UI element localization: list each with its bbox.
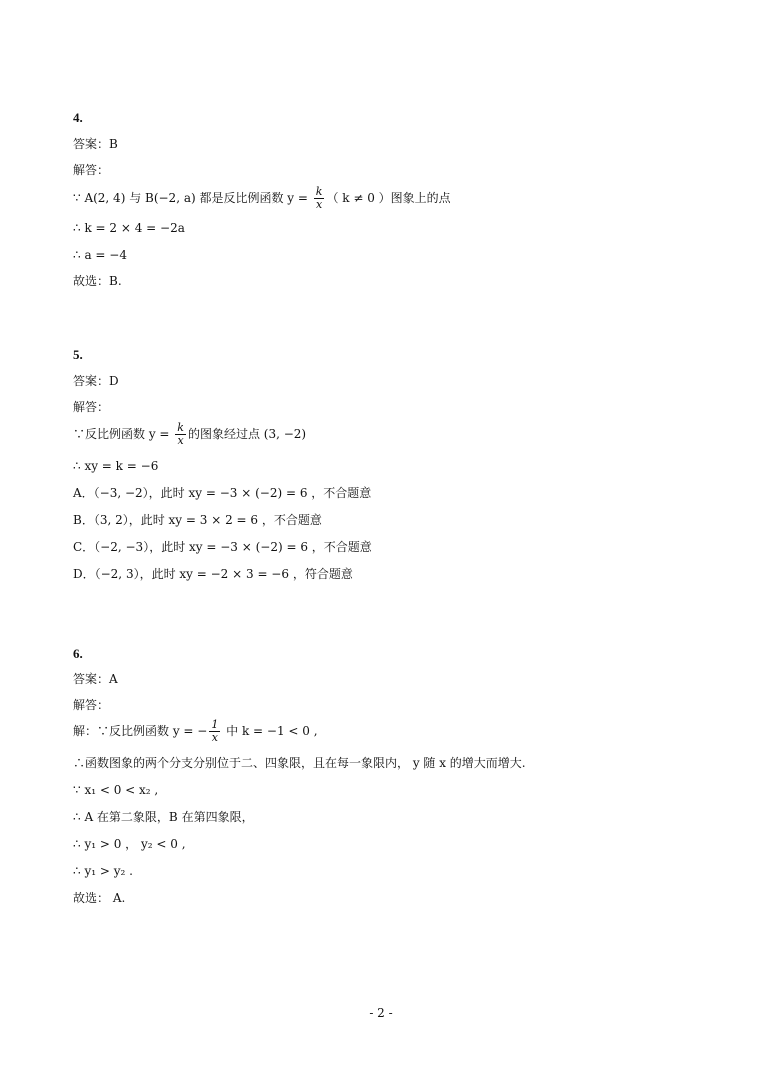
question-4-solution-label: 解答： xyxy=(73,163,110,177)
q5-fraction xyxy=(175,422,186,447)
q4-frac-numerator: k xyxy=(315,185,323,198)
q4-frac-denominator: x xyxy=(315,198,323,211)
q5-frac-numerator: k xyxy=(177,421,184,434)
question-4-line-3: ∴ a = −4 xyxy=(73,248,127,262)
question-4-line-2: ∴ k = 2 × 4 = −2a xyxy=(73,221,185,235)
question-6-solution-label: 解答： xyxy=(73,698,110,712)
question-5-line-1 xyxy=(73,422,306,447)
page-number: - 2 - xyxy=(369,1006,393,1020)
question-5-solution-label: 解答： xyxy=(73,400,110,414)
question-6-line-2: ∴函数图象的两个分支分别位于二、四象限，且在每一象限内， y 随 x 的增大而增大. xyxy=(73,756,526,770)
q5-frac-denominator: x xyxy=(177,434,184,447)
question-6-answer: 答案：A xyxy=(73,672,118,686)
q4-l1-post: （ k ≠ 0 ）图象上的点 xyxy=(326,191,451,205)
question-5-option-a: A．（−3, −2），此时 xy = −3 × (−2) = 6 ，不合题意 xyxy=(73,486,372,500)
q6-l1-post: 中 k = −1 < 0 , xyxy=(222,724,318,738)
q4-fraction xyxy=(314,186,325,211)
question-5-option-b: B．（3, 2），此时 xy = 3 × 2 = 6 ，不合题意 xyxy=(73,513,322,527)
question-4-line-1 xyxy=(73,186,451,211)
question-5-answer: 答案：D xyxy=(73,374,119,388)
q6-fraction xyxy=(209,719,220,744)
q6-frac-numerator: 1 xyxy=(211,718,219,731)
question-5-option-c: C．（−2, −3），此时 xy = −3 × (−2) = 6 ，不合题意 xyxy=(73,540,372,554)
question-5-line-2: ∴ xy = k = −6 xyxy=(73,459,159,473)
question-6-line-1 xyxy=(73,719,318,744)
q6-l1-pre: 解：∵反比例函数 y = − xyxy=(73,724,208,738)
question-6-line-7: 故选： A. xyxy=(73,891,126,905)
question-6-line-4: ∴ A 在第二象限，B 在第四象限， xyxy=(73,810,254,824)
question-6-number: 6. xyxy=(73,646,83,661)
question-5-number: 5. xyxy=(73,347,83,362)
question-6-line-3: ∵ x₁ < 0 < x₂ , xyxy=(73,783,159,797)
q5-l1-pre: ∵反比例函数 y = xyxy=(73,427,174,441)
q6-frac-denominator: x xyxy=(211,731,218,744)
question-4-line-4: 故选：B. xyxy=(73,274,122,288)
question-5-option-d: D．（−2, 3），此时 xy = −2 × 3 = −6 ，符合题意 xyxy=(73,567,353,581)
q4-l1-pre: ∵ A(2, 4) 与 B(−2, a) 都是反比例函数 y = xyxy=(73,191,312,205)
question-6-line-5: ∴ y₁ > 0 ， y₂ < 0 , xyxy=(73,837,186,851)
question-6-line-6: ∴ y₁ > y₂ . xyxy=(73,864,133,878)
question-4-answer: 答案：B xyxy=(73,137,118,151)
q5-l1-post: 的图象经过点 (3, −2) xyxy=(187,427,307,441)
question-4-number: 4. xyxy=(73,110,83,125)
